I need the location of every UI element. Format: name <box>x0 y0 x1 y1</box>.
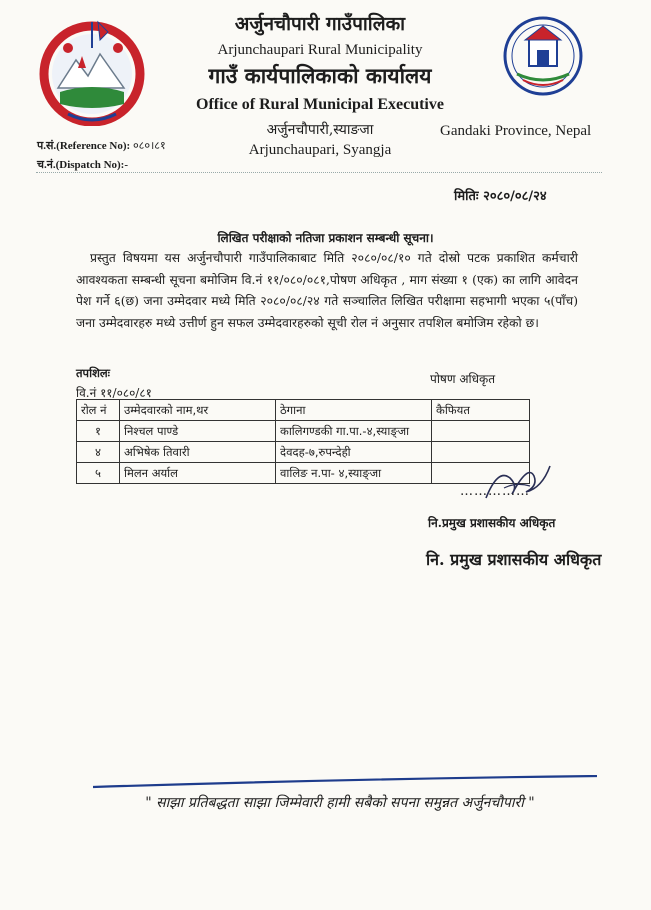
nepal-emblem-icon <box>38 18 146 126</box>
signatory-title: नि.प्रमुख प्रशासकीय अधिकृत <box>428 516 556 530</box>
notice-body-paragraph: प्रस्तुत विषयमा यस अर्जुनचौपारी गाउँपालिकाबाट मिति २०८०/०८/१० गते दोस्रो पटक प्रकाशित कर्मचारी आवश्यकता सम्बन्धी सूचना बमोजिम वि.नं ११/०८०/०८१,पोषण अधिकृत , माग संख्या १ (एक) का लागि आवेदन पेश गर्ने ६(छ) जना उम्मेदवार मध्ये मिति २०८०/०८/२४ गते सञ्चालित लिखित परीक्षामा सहभागी भएका ५(पाँच) जना उम्मेदवारहरु मध्ये उत्तीर्ण हुन सफल उम्मेदवारहरुको सूची रोल नं अनुसार तपशिल बमोजिम रहेको छ। <box>76 251 578 330</box>
details-label: तपशिलः <box>76 366 111 380</box>
results-table <box>76 399 530 484</box>
address-nepali: अर्जुनचौपारी,स्याङजा <box>266 122 374 138</box>
cell-name: मिलन अर्याल <box>120 463 276 484</box>
cell-address: वालिङ न.पा- ४,स्याङ्जा <box>276 463 432 484</box>
address-english: Arjunchaupari, Syangja <box>248 142 392 158</box>
reference-number <box>37 138 166 153</box>
vacancy-notice-number: वि.नं ११/०८०/८१ <box>76 386 152 400</box>
office-name-nepali: गाउँ कार्यपालिकाको कार्यालय <box>208 63 432 88</box>
cell-name: निश्चल पाण्डे <box>120 421 276 442</box>
table-row <box>77 463 530 484</box>
cell-remarks <box>432 421 530 442</box>
notice-subject: लिखित परीक्षाको नतिजा प्रकाशन सम्बन्धी सूचना। <box>217 231 434 245</box>
cell-roll: ५ <box>77 463 120 484</box>
header-remarks: कैफियत <box>432 400 530 421</box>
table-row <box>77 442 530 463</box>
post-name: पोषण अधिकृत <box>430 372 496 386</box>
signature-dots: …………… <box>460 484 530 499</box>
notice-date: मितिः २०८०/०८/२४ <box>454 189 547 204</box>
header-name: उम्मेदवारको नाम,थर <box>120 400 276 421</box>
reference-label: प.सं.(Reference No): <box>37 140 131 152</box>
footer-divider <box>93 775 597 789</box>
header-roll: रोल नं <box>77 400 120 421</box>
header-address: ठेगाना <box>276 400 432 421</box>
reference-value: ०८०।८१ <box>132 139 166 152</box>
municipality-logo-icon <box>503 14 583 98</box>
cell-roll: ४ <box>77 442 120 463</box>
cell-name: अभिषेक तिवारी <box>120 442 276 463</box>
header-divider <box>36 172 602 173</box>
dispatch-number: च.नं.(Dispatch No):- <box>37 159 128 171</box>
table-row <box>77 421 530 442</box>
cell-address: कालिगण्डकी गा.पा.-४,स्याङ्जा <box>276 421 432 442</box>
office-name-english: Office of Rural Municipal Executive <box>196 96 444 113</box>
notice-body <box>76 248 578 334</box>
municipality-name-nepali: अर्जुनचौपारी गाउँपालिका <box>234 13 406 35</box>
cell-address: देवदह-७,रुपन्देही <box>276 442 432 463</box>
table-header-row <box>77 400 530 421</box>
municipality-name-english: Arjunchaupari Rural Municipality <box>217 42 423 58</box>
cell-roll: १ <box>77 421 120 442</box>
province-name: Gandaki Province, Nepal <box>440 123 592 139</box>
signatory-stamp: नि. प्रमुख प्रशासकीय अधिकृत <box>426 550 602 569</box>
footer-motto: " साझा प्रतिबद्धता साझा जिम्मेवारी हामी सबैको सपना समुन्नत अर्जुनचौपारी " <box>145 795 535 811</box>
